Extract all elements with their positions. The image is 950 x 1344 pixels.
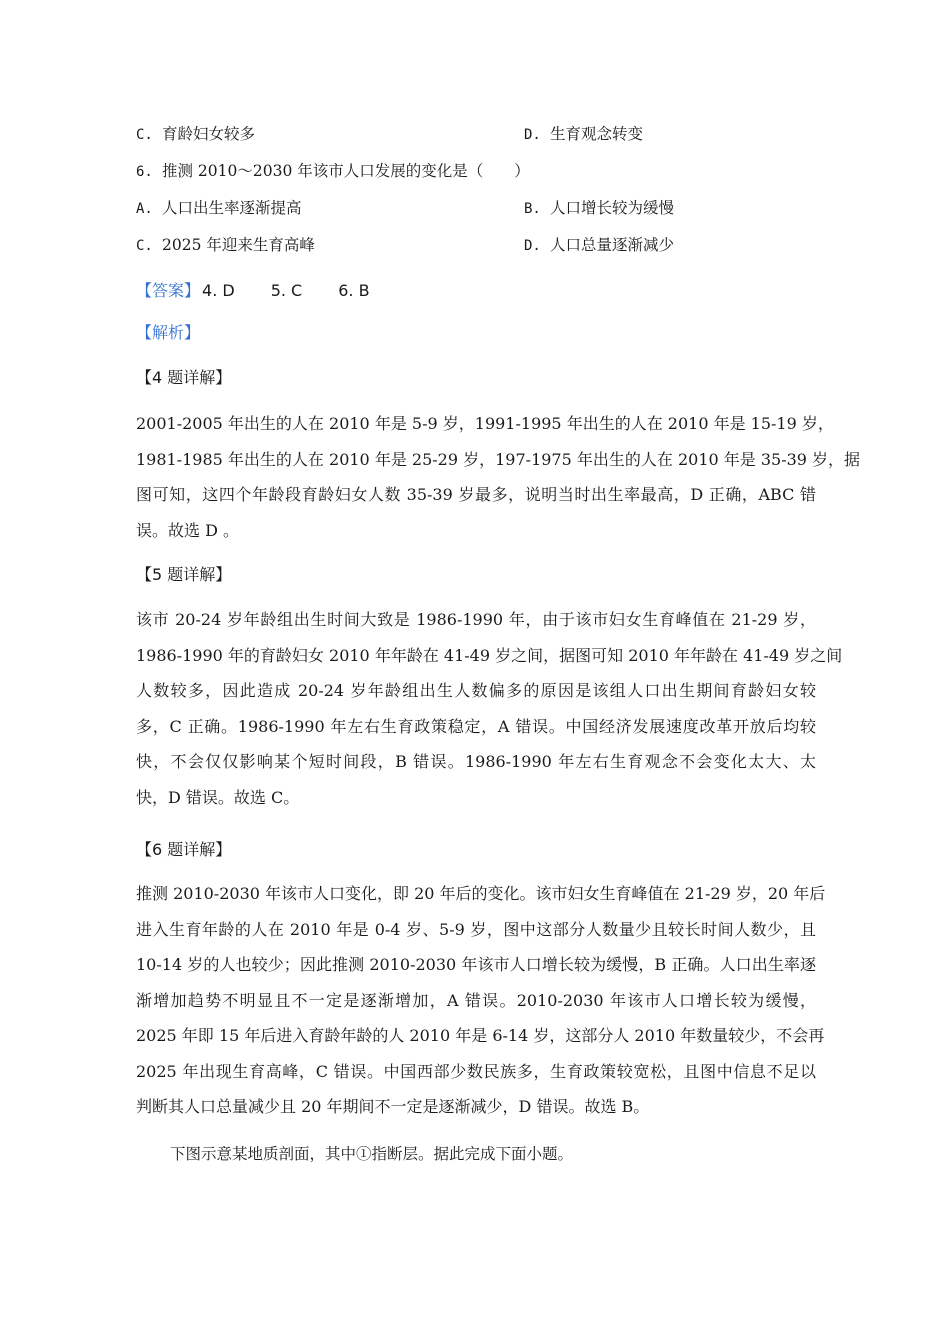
text-line: 2001-2005 年出生的人在 2010 年是 5-9 岁，1991-1995 年出生的人在 2010 年是 15-19 岁， xyxy=(136,414,834,433)
section-body-6 xyxy=(136,876,826,1125)
section-heading-6: 【6 题详解】 xyxy=(136,840,232,859)
answer-item: 5. C xyxy=(270,281,303,300)
text-line: 人数较多，因此造成 20-24 岁年龄组出生人数偏多的原因是该组人口出生期间育龄妇女较 xyxy=(136,681,816,700)
text-line: 2025 年出现生育高峰，C 错误。中国西部少数民族多，生育政策较宽松，且图中信息不足以 xyxy=(136,1061,816,1081)
option-text: 生育观念转变 xyxy=(550,125,644,143)
q6-option-a xyxy=(136,196,302,221)
answer-label: 【答案】 xyxy=(136,281,201,300)
option-text: 育龄妇女较多 xyxy=(162,125,256,143)
text-line: 快，不会仅仅影响某个短时间段，B 错误。1986-1990 年左右生育观念不会变化太大、太 xyxy=(136,752,816,771)
question-6 xyxy=(136,159,530,184)
question-text: 推测 2010～2030 年该市人口发展的变化是（ ） xyxy=(162,162,530,180)
section-body-5 xyxy=(136,602,843,815)
option-letter: D. xyxy=(524,238,541,254)
q6-option-row-ab xyxy=(136,196,816,220)
option-letter: B. xyxy=(524,201,541,217)
q6-option-d xyxy=(524,233,674,258)
option-text: 2025 年迎来生育高峰 xyxy=(162,236,315,254)
text-line: 2025 年即 15 年后进入育龄年龄的人 2010 年是 6-14 岁，这部分人 2010 年数量较少，不会再 xyxy=(136,1026,825,1045)
option-row-cd xyxy=(136,122,816,146)
next-question-intro: 下图示意某地质剖面，其中①指断层。据此完成下面小题。 xyxy=(170,1145,574,1163)
option-letter: D. xyxy=(524,127,541,143)
answer-item: 6. B xyxy=(338,281,370,300)
option-text: 人口出生率逐渐提高 xyxy=(162,199,302,217)
section-body-4 xyxy=(136,406,861,548)
text-line: 该市 20-24 岁年龄组出生时间大致是 1986-1990 年，由于该市妇女生育峰值在 21-29 岁， xyxy=(136,610,816,629)
text-line: 1986-1990 年的育龄妇女 2010 年年龄在 41-49 岁之间，据图可知 2010 年年龄在 41-49 岁之间 xyxy=(136,645,843,665)
question-number: 6. xyxy=(136,164,153,180)
option-letter: C. xyxy=(136,127,153,143)
text-line: 判断其人口总量减少且 20 年期间不一定是逐渐减少，D 错误。故选 B。 xyxy=(136,1097,650,1116)
text-line: 1981-1985 年出生的人在 2010 年是 25-29 岁，197-1975 年出生的人在 2010 年是 35-39 岁，据 xyxy=(136,449,861,469)
answer-line xyxy=(136,278,406,304)
analysis-label: 【解析】 xyxy=(136,323,201,342)
text-line: 图可知，这四个年龄段育龄妇女人数 35-39 岁最多，说明当时出生率最高，D 正确，ABC 错 xyxy=(136,485,816,504)
section-heading-5: 【5 题详解】 xyxy=(136,565,232,584)
text-line: 推测 2010-2030 年该市人口变化，即 20 年后的变化。该市妇女生育峰值在 21-29 岁，20 年后 xyxy=(136,884,826,903)
q6-option-row-cd xyxy=(136,233,816,257)
option-d xyxy=(524,122,643,147)
text-line: 进入生育年龄的人在 2010 年是 0-4 岁、5-9 岁，图中这部分人数量少且较长时间人数少，且 xyxy=(136,919,816,939)
option-c xyxy=(136,122,255,147)
text-line: 10-14 岁的人也较少；因此推测 2010-2030 年该市人口增长较为缓慢，B 正确。人口出生率逐 xyxy=(136,955,816,974)
option-text: 人口增长较为缓慢 xyxy=(550,199,675,217)
section-heading-4: 【4 题详解】 xyxy=(136,368,232,387)
text-line: 渐增加趋势不明显且不一定是逐渐增加，A 错误。2010-2030 年该市人口增长较为缓慢， xyxy=(136,990,816,1010)
text-line: 多，C 正确。1986-1990 年左右生育政策稳定，A 错误。中国经济发展速度改革开放后均较 xyxy=(136,716,816,736)
q6-option-c xyxy=(136,233,315,258)
answer-item: 4. D xyxy=(202,281,235,300)
option-text: 人口总量逐渐减少 xyxy=(550,236,675,254)
option-letter: C. xyxy=(136,238,153,254)
text-line: 误。故选 D 。 xyxy=(136,520,240,540)
option-letter: A. xyxy=(136,201,153,217)
q6-option-b xyxy=(524,196,674,221)
text-line: 快，D 错误。故选 C。 xyxy=(136,787,300,807)
